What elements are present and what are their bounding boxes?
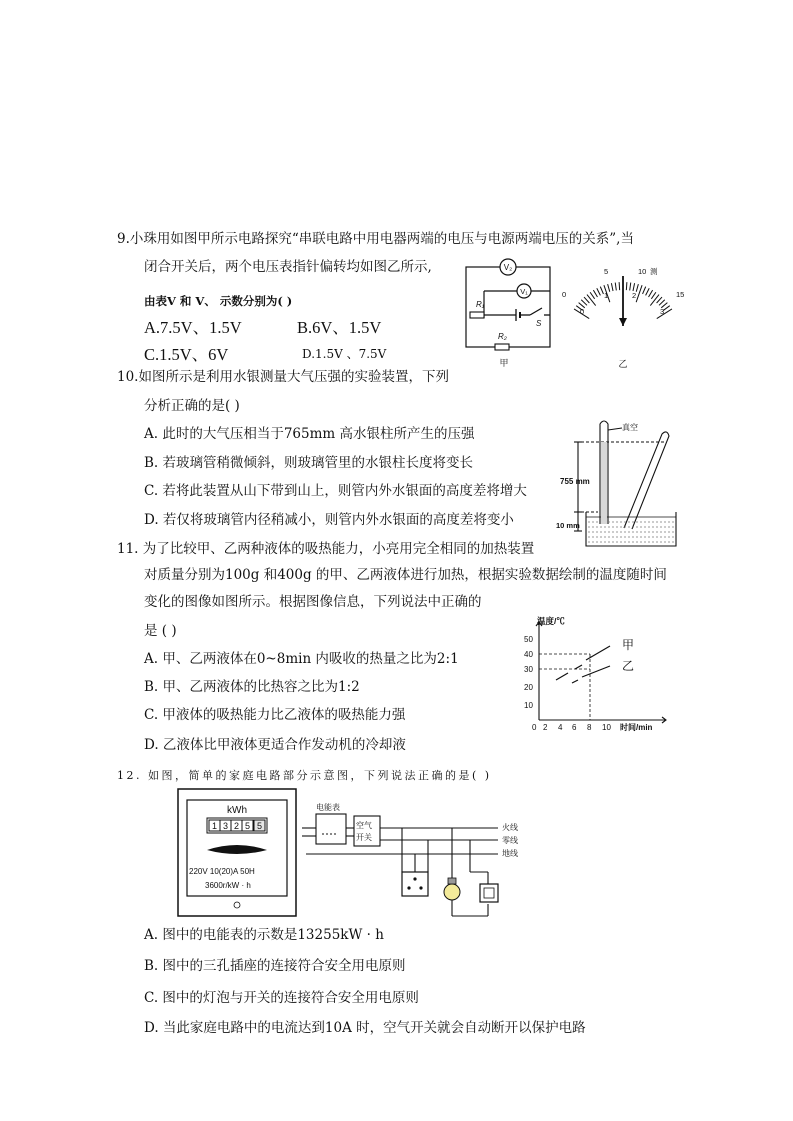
q10-option-a: A. 此时的大气压相当于765mm 高水银柱所产生的压强 xyxy=(144,426,475,442)
q9-dial-tick-mark xyxy=(619,282,620,290)
q10-option-c: C. 若将此装置从山下带到山上，则管内外水银面的高度差将增大 xyxy=(144,483,527,499)
q10-barometer-diagram xyxy=(556,416,682,550)
q9-dial-tick-mark xyxy=(611,283,613,291)
q11-series-label-jia: 甲 xyxy=(622,638,635,652)
q12-light-bulb-icon xyxy=(444,884,460,900)
q9-dial-tick-mark xyxy=(659,300,665,306)
q9-voltmeter-dial xyxy=(560,262,690,372)
q9-dial-tick-mark xyxy=(657,297,662,303)
q9-dial-tick-1: 1 xyxy=(604,291,609,300)
q11-xtick-0: 0 xyxy=(532,723,537,732)
q9-dial-tick-mark xyxy=(646,288,650,295)
q9-dial-tick-mark xyxy=(663,306,669,311)
q9-dial-tick-mark xyxy=(584,297,589,303)
q11-x-axis-label: 时间/min xyxy=(620,723,653,732)
q9-dial-tick-3: 3 xyxy=(660,307,665,316)
q12-breaker-label-1: 空气 xyxy=(356,821,372,830)
q11-option-a: A. 甲、乙两液体在0~8min 内吸收的热量之比为2:1 xyxy=(144,651,459,667)
q9-dial-tick-mark xyxy=(600,287,603,294)
q12-meter-unit: kWh xyxy=(227,805,247,816)
q10-option-d: D. 若仅将玻璃管内径稍减小，则管内外水银面的高度差将变小 xyxy=(144,512,514,528)
q11-xtick-6: 6 xyxy=(572,723,577,732)
q11-series-label-yi: 乙 xyxy=(622,659,635,673)
q9-resistor-r2 xyxy=(495,344,509,350)
q12-ground-wire-label: 地线 xyxy=(502,849,518,858)
q12-breaker-label-2: 开关 xyxy=(356,833,372,842)
q11-xtick-10: 10 xyxy=(602,723,611,732)
q9-dial-tick-mark xyxy=(630,283,631,291)
q12-meter-digit-4: 5 xyxy=(244,821,251,831)
q11-stem-line-3: 变化的图像如图所示。根据图像信息，下列说法中正确的 xyxy=(144,594,482,610)
q11-stem-line-2: 对质量分别为100g 和400g 的甲、乙两液体进行加热，根据实验数据绘制的温度随时间 xyxy=(144,567,667,583)
q12-three-pin-socket xyxy=(402,872,428,896)
q11-stem-line-4: 是 ( ) xyxy=(144,623,177,639)
q9-stem-line-1: 9.小珠用如图甲所示电路探究“串联电路中用电器两端的电压与电源两端电压的关系”,当 xyxy=(117,231,634,247)
q9-dial-tick-mark xyxy=(651,292,656,299)
q11-option-d: D. 乙液体比甲液体更适合作发动机的冷却液 xyxy=(144,737,406,753)
q9-option-c: C.1.5V、6V xyxy=(144,345,229,364)
q9-dial-tick-mark xyxy=(626,282,627,290)
q9-v1-label: V₁ xyxy=(520,287,528,296)
q9-dial-tick-mark xyxy=(633,283,635,291)
q12-meter-label: 电能表 xyxy=(316,803,340,812)
q9-switch-label: S xyxy=(536,319,542,328)
q9-dial-tick-mark xyxy=(593,290,597,297)
q10-stem-line-2: 分析正确的是( ) xyxy=(144,398,240,414)
q12-live-wire-label: 火线 xyxy=(502,823,518,832)
q12-option-d: D. 当此家庭电路中的电流达到10A 时，空气开关就会自动断开以保护电路 xyxy=(144,1020,586,1036)
q12-stem: 12. 如图，简单的家庭电路部分示意图，下列说法正确的是( ) xyxy=(117,769,492,782)
q11-xtick-2: 2 xyxy=(543,723,548,732)
q9-v2-label: V₂ xyxy=(503,263,513,272)
q12-household-circuit xyxy=(302,800,542,920)
q9-dial-tick-mark xyxy=(581,300,587,306)
q11-temperature-chart xyxy=(516,616,676,734)
q11-option-b: B. 甲、乙两液体的比热容之比为1:2 xyxy=(144,679,360,695)
q11-ytick-50: 50 xyxy=(524,635,533,644)
q10-height-755-label: 755 mm xyxy=(560,477,590,486)
q9-dial-tick-0-top: 0 xyxy=(562,290,567,299)
q12-meter-box xyxy=(316,814,346,844)
q11-stem-line-1: 11. 为了比较甲、乙两种液体的吸热能力，小亮用完全相同的加热装置 xyxy=(117,541,535,557)
q9-dial-tick-0: 0 xyxy=(580,307,585,316)
q9-dial-tick-5: 5 xyxy=(604,267,609,276)
q9-fig-caption-jia: 甲 xyxy=(499,358,509,368)
q12-meter-spec-2: 3600r/kW · h xyxy=(205,881,251,890)
q9-dial-tick-mark xyxy=(643,287,646,294)
q12-neutral-wire-label: 零线 xyxy=(502,836,518,845)
q9-dial-tick-mark xyxy=(597,288,601,295)
q12-meter-spec-1: 220V 10(20)A 50H xyxy=(189,867,255,876)
q9-dial-tick-10: 10 xyxy=(638,267,647,276)
q9-dial-tick-mark xyxy=(650,295,659,306)
q12-meter-digit-3: 2 xyxy=(233,821,240,831)
q9-r1-label: R₁ xyxy=(476,300,485,309)
q11-y-axis-label: 温度/℃ xyxy=(537,616,565,626)
q9-dial-tick-mark xyxy=(587,295,596,306)
q9-dial-unit: 测 xyxy=(650,267,658,276)
q9-dial-tick-mark xyxy=(615,283,616,291)
q9-r2-label: R₂ xyxy=(498,332,507,341)
q11-xtick-4: 4 xyxy=(558,723,563,732)
q9-circuit-diagram xyxy=(460,258,556,368)
q12-meter-digit-2: 3 xyxy=(222,821,229,831)
q9-dial-tick-15: 15 xyxy=(676,290,685,299)
q12-meter-digit-5: 5 xyxy=(256,821,263,831)
q10-stem-line-1: 10.如图所示是利用水银测量大气压强的实验装置，下列 xyxy=(117,369,449,385)
q11-xtick-8: 8 xyxy=(587,723,592,732)
q12-option-a: A. 图中的电能表的示数是13255kW · h xyxy=(144,927,384,943)
q10-height-10-label: 10 mm xyxy=(556,521,580,530)
q12-option-b: B. 图中的三孔插座的连接符合安全用电原则 xyxy=(144,958,406,974)
q9-fig-caption-yi: 乙 xyxy=(618,359,628,369)
q11-ytick-20: 20 xyxy=(524,683,533,692)
q11-ytick-10: 10 xyxy=(524,701,533,710)
q9-dial-tick-mark xyxy=(649,290,653,297)
q9-option-a: A.7.5V、1.5V xyxy=(144,318,242,337)
q12-meter-digit-1: 1 xyxy=(211,821,218,831)
q11-ytick-30: 30 xyxy=(524,665,533,674)
q12-energy-meter xyxy=(177,788,297,918)
q9-stem-line-3: 由表V 和 V、 示数分别为( ) xyxy=(144,294,293,308)
q11-ytick-40: 40 xyxy=(524,650,533,659)
q10-option-b: B. 若玻璃管稍微倾斜，则玻璃管里的水银柱长度将变长 xyxy=(144,455,474,471)
q9-dial-tick-2: 2 xyxy=(632,291,637,300)
q10-vacuum-label: 真空 xyxy=(622,423,638,432)
q9-dial-tick-mark xyxy=(590,292,595,299)
q12-option-c: C. 图中的灯泡与开关的连接符合安全用电原则 xyxy=(144,990,419,1006)
q11-option-c: C. 甲液体的吸热能力比乙液体的吸热能力强 xyxy=(144,707,406,723)
q9-option-b: B.6V、1.5V xyxy=(297,318,382,337)
q9-option-d: D.1.5V 、7.5V xyxy=(302,347,387,361)
q9-stem-line-2: 闭合开关后，两个电压表指针偏转均如图乙所示, xyxy=(144,259,432,275)
q9-dial-tick-mark xyxy=(636,284,638,292)
q9-resistor-r1 xyxy=(470,312,484,318)
